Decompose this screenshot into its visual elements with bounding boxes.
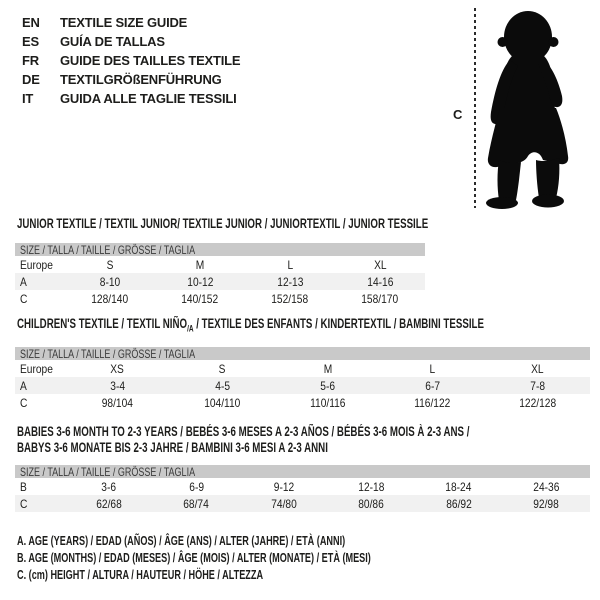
footnote-line: B. AGE (MONTHS) / EDAD (MESES) / ÂGE (MOIS) / ALTER (MONATE) / ETÀ (MESI): [17, 550, 371, 565]
size-value: 122/128: [519, 395, 556, 410]
size-value: 98/104: [101, 395, 134, 410]
size-header-text: SIZE / TALLA / TAILLE / GRÖSSE / TAGLIA: [20, 346, 196, 361]
language-code: IT: [22, 91, 34, 106]
size-value: 6-7: [425, 378, 440, 393]
size-value: 3-4: [110, 378, 125, 393]
size-value: M: [323, 361, 332, 376]
size-value: 3-6: [101, 479, 117, 494]
section-title-text: BABYS 3-6 MONATE BIS 2-3 JAHRE / BAMBINI 3-6 MESI A 2-3 ANNI: [17, 440, 328, 455]
baby-silhouette: [440, 0, 600, 220]
size-value: 5-6: [320, 378, 335, 393]
table-row-height: [15, 290, 425, 307]
size-value: 116/122: [414, 395, 451, 410]
section-title-text: CHILDREN'S TEXTILE / TEXTIL $NIÑO_{/A}$ / TEXTILE DES ENFANTS / KINDERTEXTIL / BAMBINI TESSILE: [17, 316, 484, 334]
size-value: XS: [110, 361, 125, 376]
size-value: 152/158: [271, 291, 309, 306]
size-table-junior: [15, 243, 425, 307]
section-title-text: BABIES 3-6 MONTH TO 2-3 YEARS / BEBÉS 3-6 MESES A 2-3 AÑOS / BÉBÉS 3-6 MOIS À 2-3 ANS /: [17, 424, 470, 439]
size-header-text: SIZE / TALLA / TAILLE / GRÖSSE / TAGLIA: [20, 242, 196, 257]
size-value: 158/170: [361, 291, 399, 306]
size-value: 9-12: [273, 479, 294, 494]
row-label: Europe: [20, 361, 53, 376]
size-value: 18-24: [445, 479, 472, 494]
size-value: 92/98: [533, 496, 560, 511]
row-label: A: [20, 274, 27, 289]
height-marker-label: C: [453, 107, 463, 122]
table-row-age-months: [15, 478, 590, 495]
size-value: M: [195, 257, 205, 272]
size-value: 68/74: [183, 496, 210, 511]
size-value: 12-13: [276, 274, 304, 289]
language-code: EN: [22, 15, 40, 30]
footnote-line: A. AGE (YEARS) / EDAD (AÑOS) / ÂGE (ANS) / ALTER (JAHRE) / ETÀ (ANNI): [17, 533, 346, 548]
size-table-babies: [15, 465, 590, 512]
size-value: 12-18: [358, 479, 385, 494]
size-value: S: [219, 361, 226, 376]
language-code: FR: [22, 53, 39, 68]
size-value: S: [106, 257, 114, 272]
table-row-europe: [15, 360, 590, 377]
footnote-line: C. (cm) HEIGHT / ALTURA / HAUTEUR / HÖHE / ALTEZZA: [17, 567, 264, 582]
section-title-junior: [17, 216, 588, 231]
size-value: 140/152: [181, 291, 219, 306]
size-header-bar: [15, 243, 425, 256]
section-title-text: JUNIOR TEXTILE / TEXTIL JUNIOR/ TEXTILE JUNIOR / JUNIORTEXTIL / JUNIOR TESSILE: [17, 216, 429, 231]
language-list: [22, 13, 240, 108]
section-title-babies: [17, 424, 600, 456]
size-value: 24-36: [533, 479, 560, 494]
language-label: GUIDA ALLE TAGLIE TESSILI: [60, 91, 237, 106]
size-value: 104/110: [204, 395, 241, 410]
row-label: A: [20, 378, 27, 393]
size-header-text: SIZE / TALLA / TAILLE / GRÖSSE / TAGLIA: [20, 464, 196, 479]
language-label: GUÍA DE TALLAS: [60, 34, 165, 49]
size-value: 110/116: [309, 395, 346, 410]
size-value: 6-9: [188, 479, 204, 494]
language-code: ES: [22, 34, 39, 49]
section-title-children: [17, 316, 600, 337]
table-row-europe: [15, 256, 425, 273]
table-row-height: [15, 394, 590, 411]
language-label: TEXTILE SIZE GUIDE: [60, 15, 188, 30]
size-value: 80/86: [358, 496, 385, 511]
language-row: [22, 13, 240, 32]
size-value: XL: [531, 361, 544, 376]
row-label: C: [20, 496, 28, 511]
row-label: Europe: [20, 257, 53, 272]
size-table-children: [15, 347, 590, 411]
size-value: 8-10: [99, 274, 121, 289]
table-row-age: [15, 377, 590, 394]
language-row: [22, 51, 240, 70]
footnotes: [17, 532, 502, 583]
size-value: 10-12: [186, 274, 214, 289]
table-row-age: [15, 273, 425, 290]
size-value: 74/80: [270, 496, 297, 511]
size-value: 86/92: [445, 496, 472, 511]
size-value: L: [429, 361, 436, 376]
row-label: C: [20, 291, 28, 306]
language-row: [22, 89, 240, 108]
size-value: 62/68: [95, 496, 122, 511]
row-label: B: [20, 479, 27, 494]
size-header-bar: [15, 465, 590, 478]
language-code: DE: [22, 72, 40, 87]
size-header-bar: [15, 347, 590, 360]
language-label: TEXTILGRÖßENFÜHRUNG: [60, 72, 222, 87]
size-value: 128/140: [91, 291, 129, 306]
language-label: GUIDE DES TAILLES TEXTILE: [60, 53, 241, 68]
size-value: 4-5: [215, 378, 230, 393]
language-row: [22, 32, 240, 51]
size-value: L: [287, 257, 293, 272]
table-row-height: [15, 495, 590, 512]
size-value: XL: [373, 257, 387, 272]
size-value: 7-8: [530, 378, 545, 393]
size-value: 14-16: [366, 274, 394, 289]
row-label: C: [20, 395, 28, 410]
language-row: [22, 70, 240, 89]
